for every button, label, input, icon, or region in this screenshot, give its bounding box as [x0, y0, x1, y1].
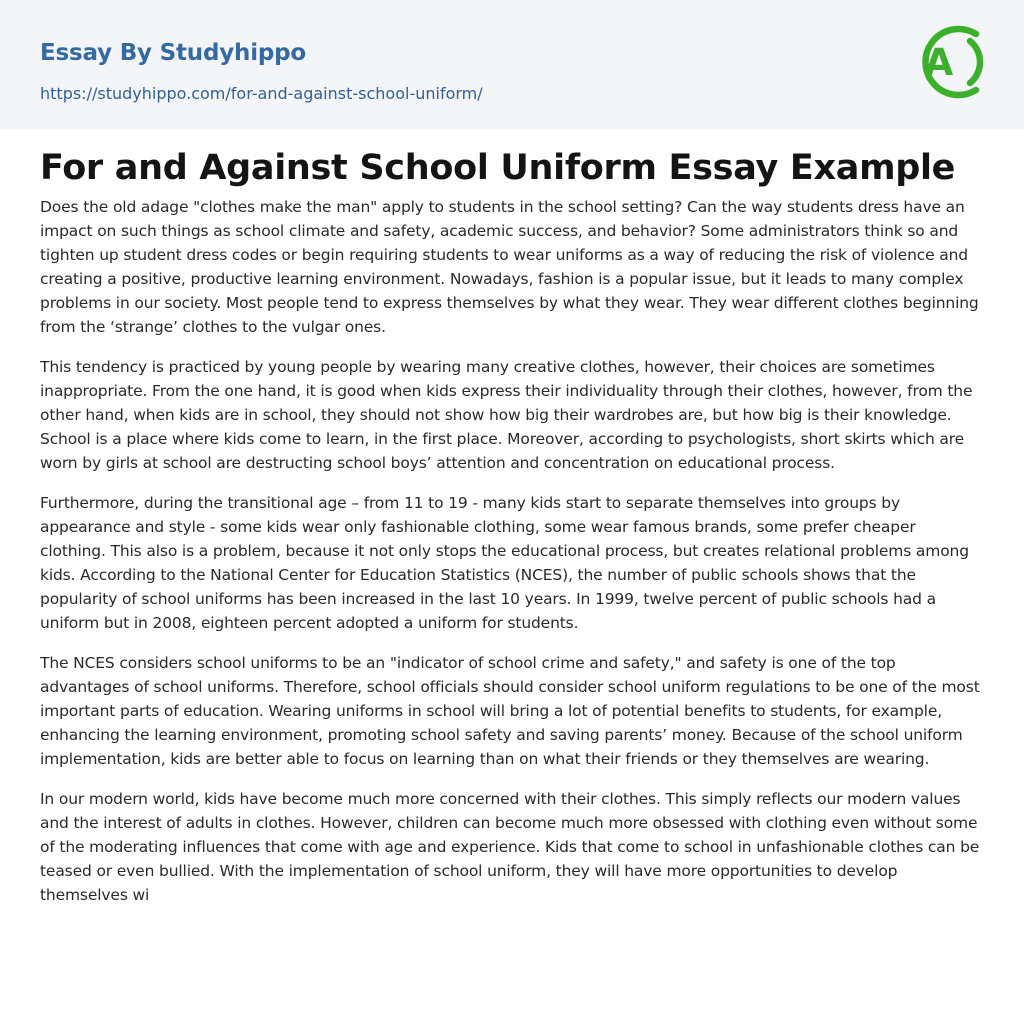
article-title: For and Against School Uniform Essay Example: [40, 148, 956, 188]
paragraph: The NCES considers school uniforms to be an "indicator of school crime and safety," and safety is one of the top advantages of school uniforms. Therefore, school officials should consider school uniform regulations to be one of the most important parts of education. Wearing uniforms in school will bring a lot of potential benefits to students, for example, enhancing the learning environment, promoting school safety and saving parents’ money. Because of the school uniform implementation, kids are better able to focus on learning than on what their friends or they themselves are wearing.: [40, 654, 980, 768]
article: [40, 144, 984, 923]
logo-letter: A: [924, 41, 954, 84]
site-header: [0, 0, 1024, 129]
paragraph: This tendency is practiced by young people by wearing many creative clothes, however, their choices are sometimes inappropriate. From the one hand, it is good when kids express their individuality through their clothes, however, from the other hand, when kids are in school, they should not show how big their wardrobes are, but how big is their knowledge. School is a place where kids come to learn, in the first place. Moreover, according to psychologists, short skirts which are worn by girls at school are destructing school boys’ attention and concentration on educational process.: [40, 358, 973, 472]
studyhippo-logo-icon[interactable]: [912, 18, 986, 106]
paragraph: Furthermore, during the transitional age – from 11 to 19 - many kids start to separate themselves into groups by appearance and style - some kids wear only fashionable clothing, some wear famous brands, some prefer cheaper clothing. This also is a problem, because it not only stops the educational process, but creates relational problems among kids. According to the National Center for Education Statistics (NCES), the number of public schools shows that the popularity of school uniforms has been increased in the last 10 years. In 1999, twelve percent of public schools had a uniform but in 2008, eighteen percent adopted a uniform for students.: [40, 494, 969, 632]
page-url-link[interactable]: https://studyhippo.com/for-and-against-school-uniform/: [40, 84, 483, 103]
site-brand[interactable]: Essay By Studyhippo: [40, 40, 307, 66]
paragraph: In our modern world, kids have become much more concerned with their clothes. This simply reflects our modern values and the interest of adults in clothes. However, children can become much more obsessed with clothing even without some of the moderating influences that come with age and experience. Kids that come to school in unfashionable clothes can be teased or even bullied. With the implementation of school uniform, they will have more opportunities to develop themselves wi: [40, 790, 980, 904]
paragraph: Does the old adage "clothes make the man" apply to students in the school setting? Can the way students dress have an impact on such things as school climate and safety, academic success, and behavior? Some administrators think so and tighten up student dress codes or begin requiring students to wear uniforms as a way of reducing the risk of violence and creating a positive, productive learning environment. Nowadays, fashion is a popular issue, but it leads to many complex problems in our society. Most people tend to express themselves by what they wear. They wear different clothes beginning from the ‘strange’ clothes to the vulgar ones.: [40, 198, 979, 336]
